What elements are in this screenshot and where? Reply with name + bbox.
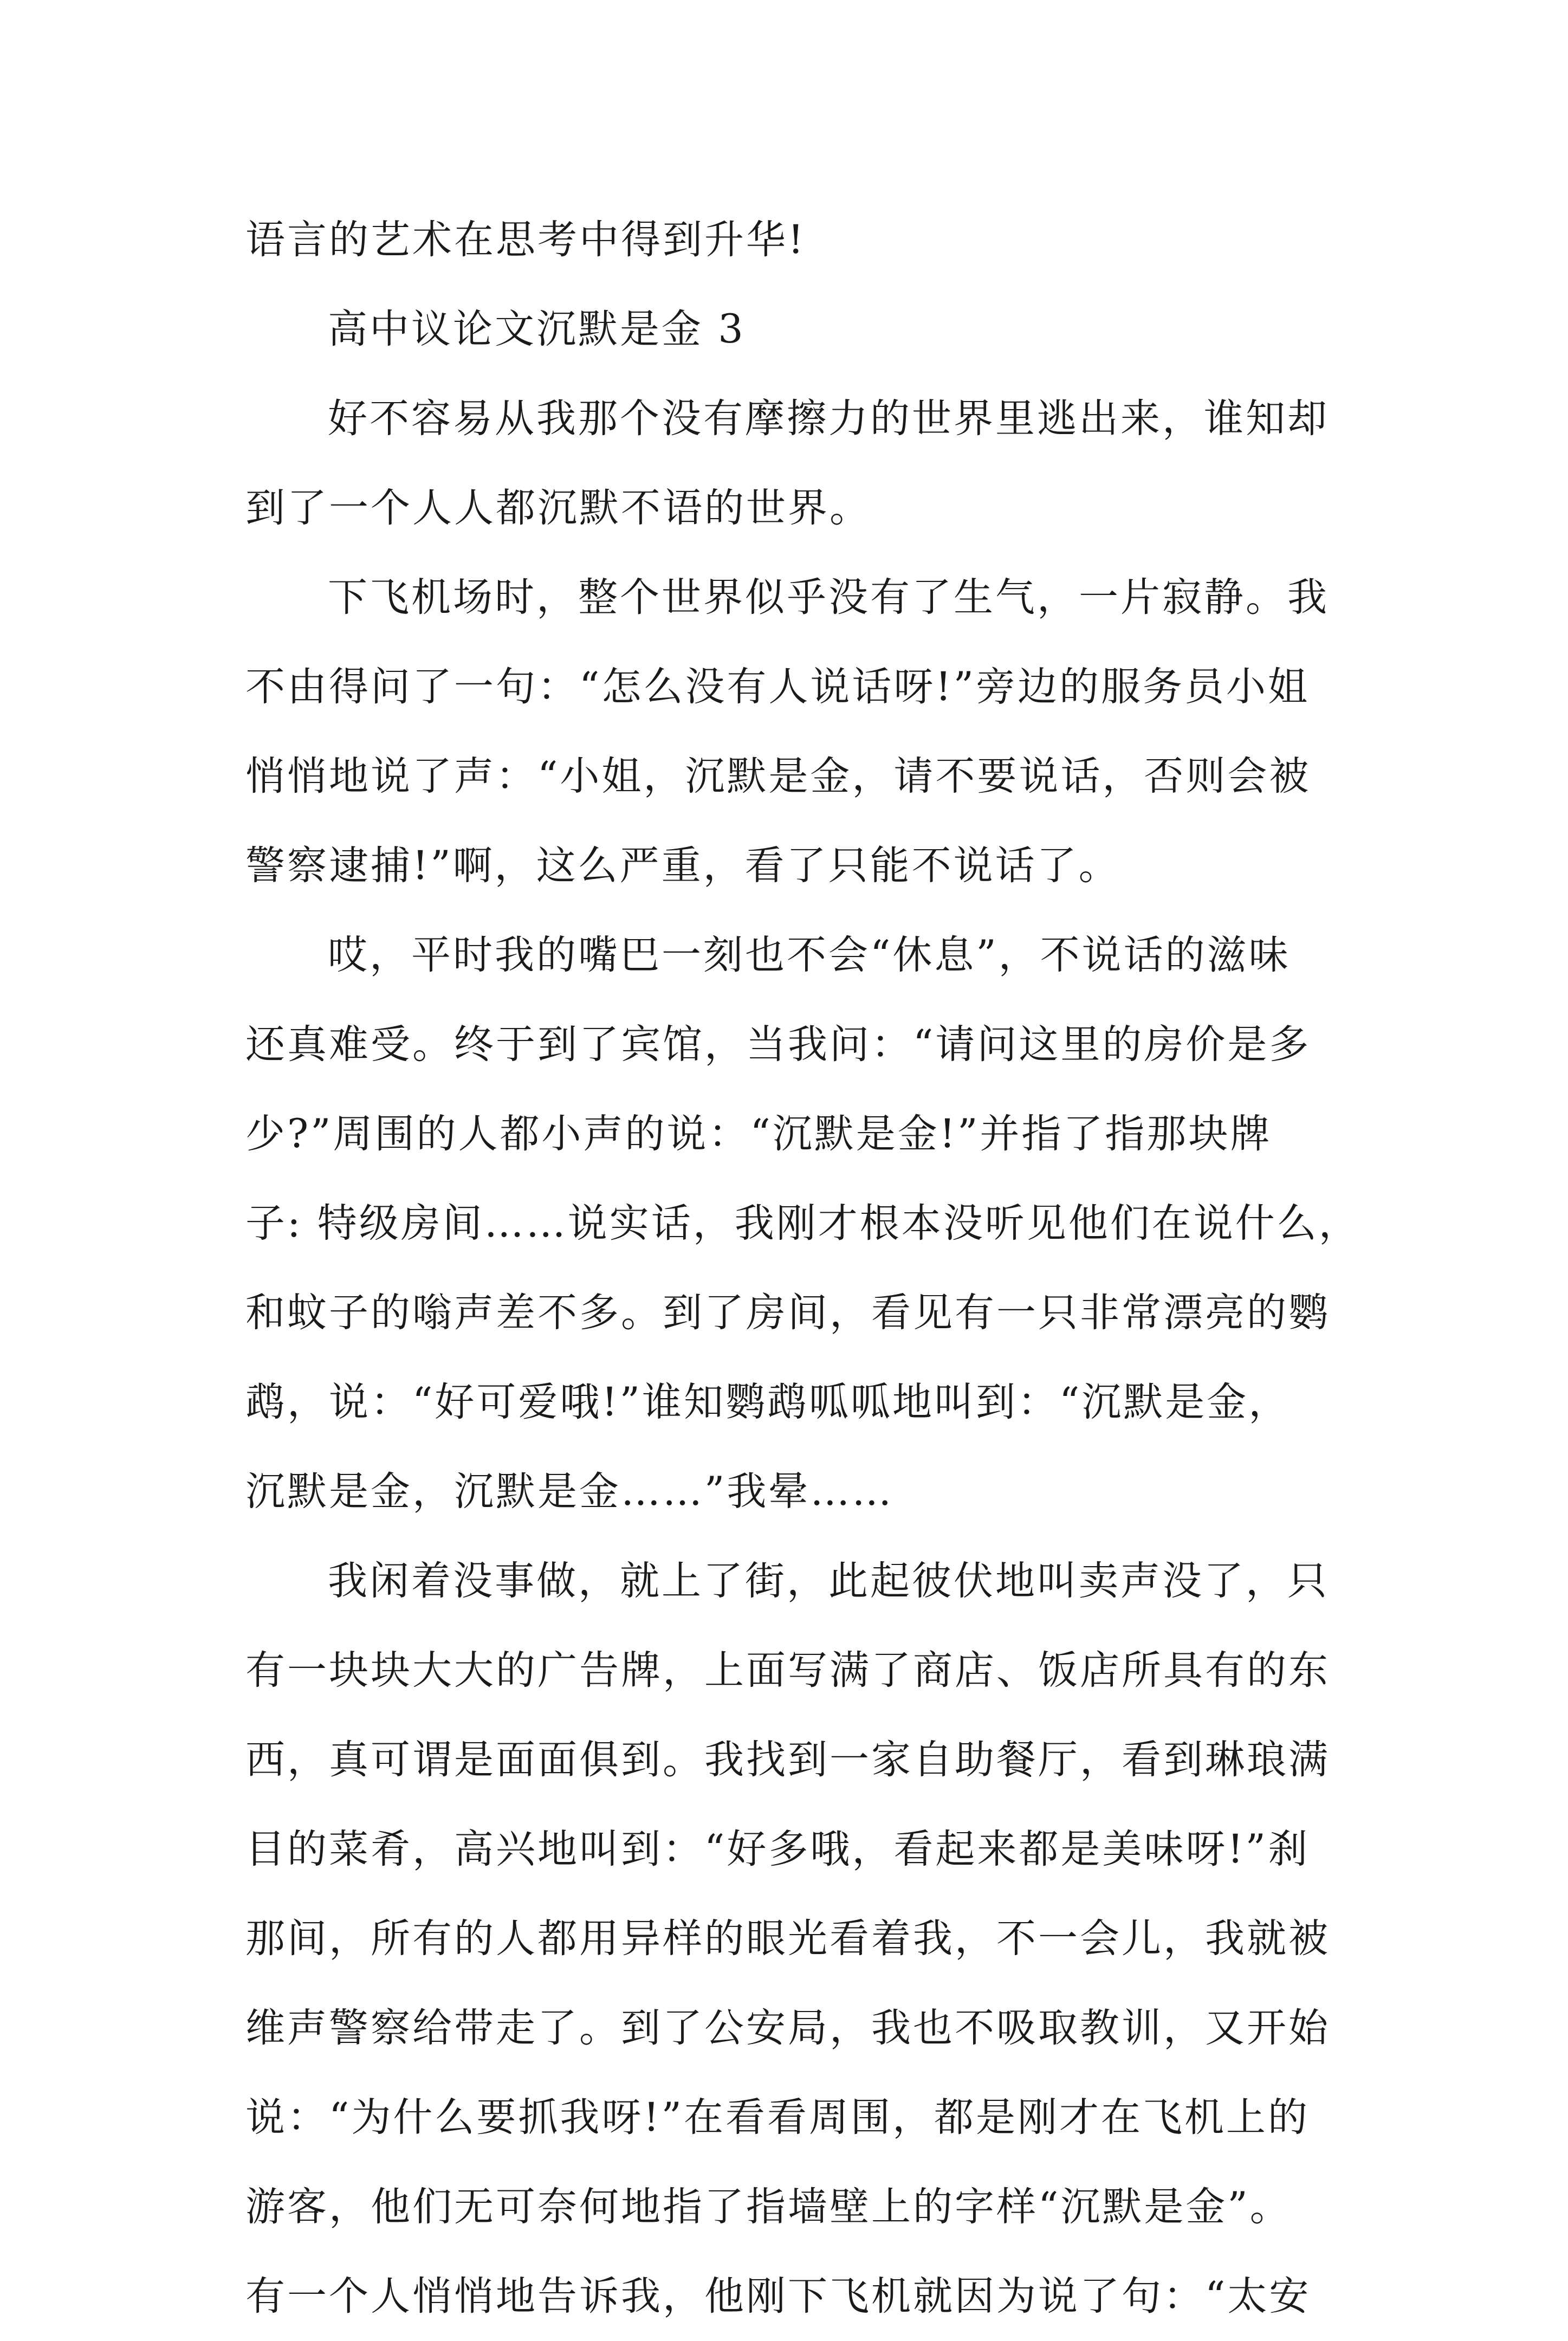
text-line: 西，真可谓是面面俱到。我找到一家自助餐厅，看到琳琅满 xyxy=(245,1737,1330,1783)
paragraph-first-line: 下飞机场时，整个世界似乎没有了生气，一片寂静。我 xyxy=(328,574,1329,620)
body-text xyxy=(245,195,1360,2341)
text-line: 说：“为什么要抓我呀!”在看看周围，都是刚才在飞机上的 xyxy=(245,2094,1310,2140)
text-line: 鹉，说：“好可爱哦!”谁知鹦鹉呱呱地叫到：“沉默是金， xyxy=(245,1379,1291,1425)
text-line: 维声警察给带走了。到了公安局，我也不吸取教训，又开始 xyxy=(245,2005,1330,2051)
text-line: 少?”周围的人都小声的说：“沉默是金!”并指了指那块牌 xyxy=(245,1111,1272,1157)
paragraph-first-line: 好不容易从我那个没有摩擦力的世界里逃出来，谁知却 xyxy=(328,396,1329,442)
text-line: 到了一个人人都沉默不语的世界。 xyxy=(245,485,871,531)
text-line: 还真难受。终于到了宾馆，当我问：“请问这里的房价是多 xyxy=(245,1021,1311,1068)
paragraph-first-line: 哎，平时我的嘴巴一刻也不会“休息”，不说话的滋味 xyxy=(328,932,1291,978)
paragraph-first-line: 高中议论文沉默是金 3 xyxy=(328,306,746,352)
text-line: 游客，他们无可奈何地指了指墙壁上的字样“沉默是金”。 xyxy=(245,2184,1292,2230)
text-line: 语言的艺术在思考中得到升华! xyxy=(245,217,806,263)
text-line: 不由得问了一句：“怎么没有人说话呀!”旁边的服务员小姐 xyxy=(245,664,1310,710)
text-line: 子: 特级房间……说实话，我刚才根本没听见他们在说什么， xyxy=(245,1200,1360,1246)
text-line: 目的菜肴，高兴地叫到：“好多哦，看起来都是美味呀!”刹 xyxy=(245,1826,1310,1872)
text-line: 警察逮捕!”啊，这么严重，看了只能不说话了。 xyxy=(245,843,1120,889)
text-line: 有一个人悄悄地告诉我，他刚下飞机就因为说了句：“太安 xyxy=(245,2273,1311,2319)
text-line: 悄悄地说了声：“小姐，沉默是金，请不要说话，否则会被 xyxy=(245,753,1311,799)
text-line: 和蚊子的嗡声差不多。到了房间，看见有一只非常漂亮的鹦 xyxy=(245,1290,1330,1336)
text-line: 有一块块大大的广告牌，上面写满了商店、饭店所具有的东 xyxy=(245,1647,1330,1693)
paragraph-first-line: 我闲着没事做，就上了街，此起彼伏地叫卖声没了，只 xyxy=(328,1558,1329,1604)
text-line: 那间，所有的人都用异样的眼光看着我，不一会儿，我就被 xyxy=(245,1916,1330,1962)
text-line: 沉默是金，沉默是金……”我晕…… xyxy=(245,1469,894,1515)
